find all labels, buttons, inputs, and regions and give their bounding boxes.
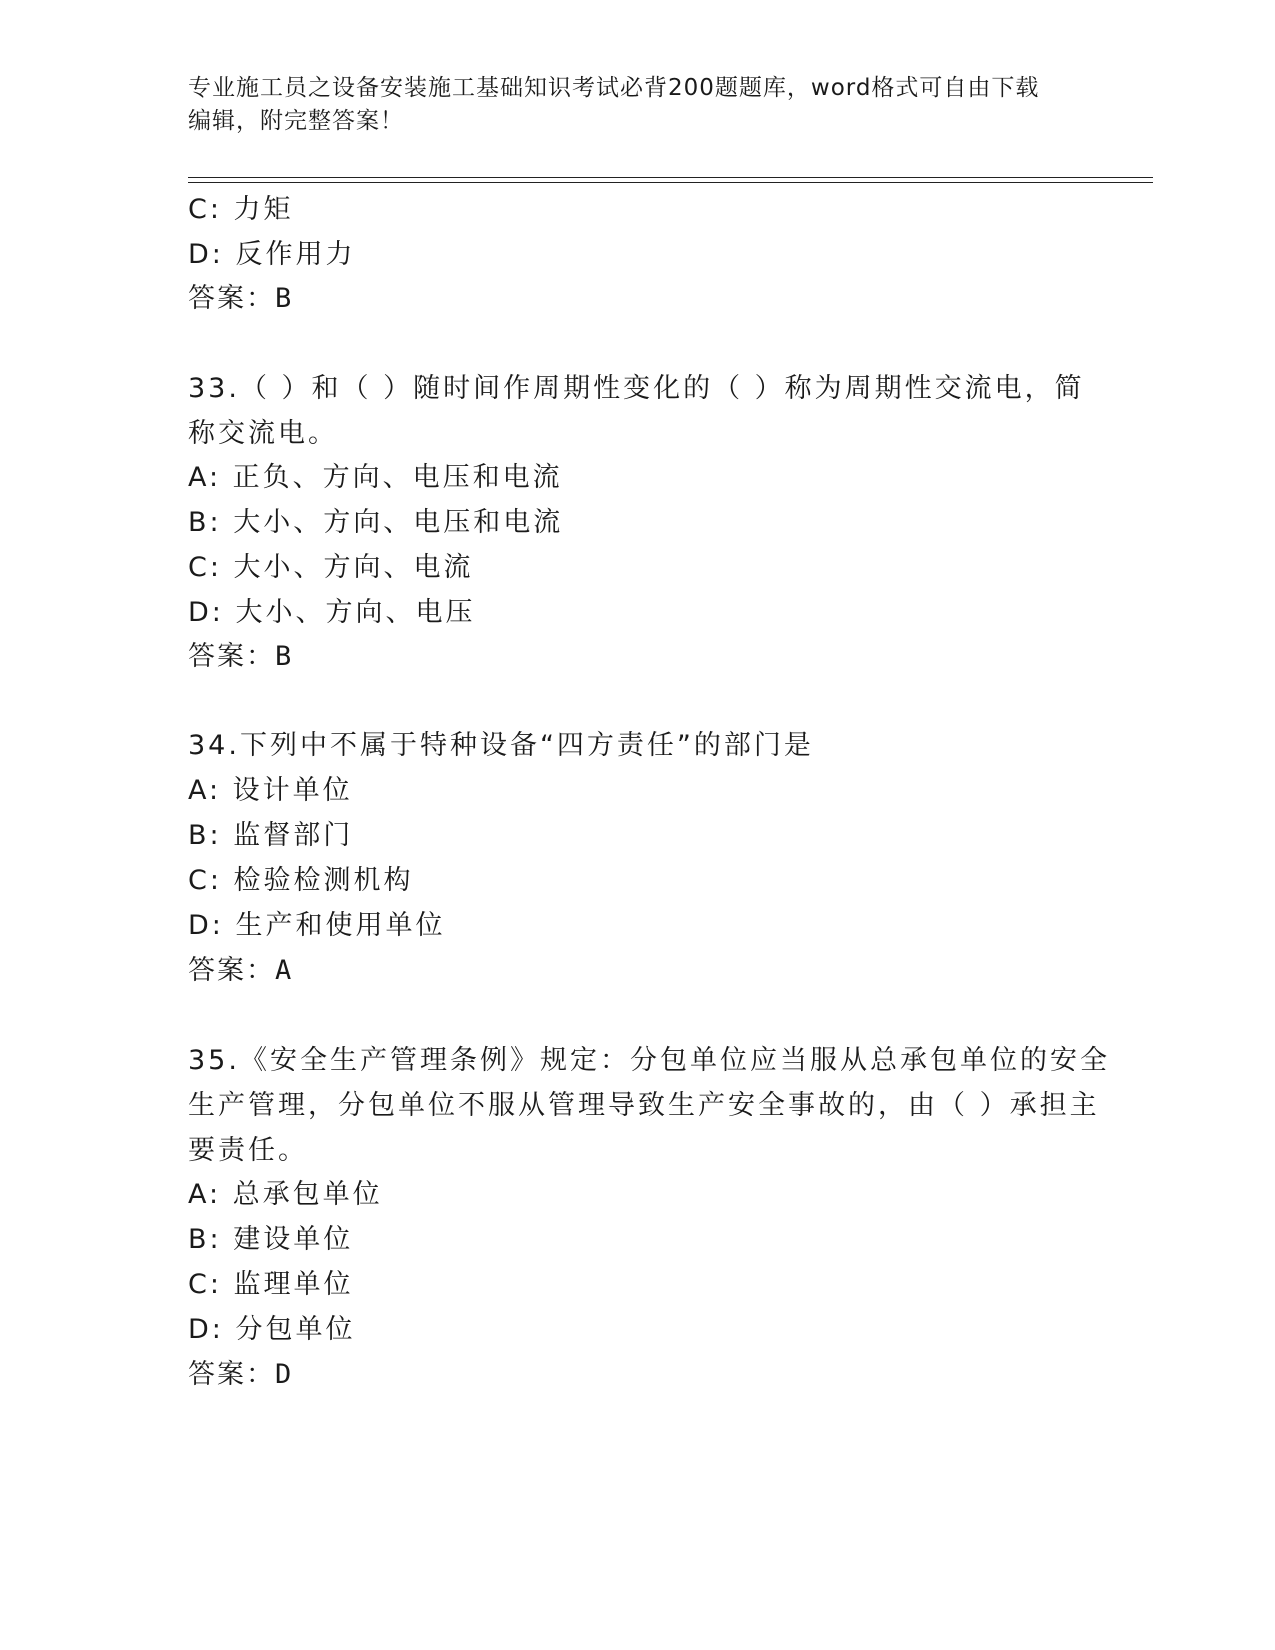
q35-stem-line2: 生产管理，分包单位不服从管理导致生产安全事故的，由（ ）承担主: [188, 1090, 1100, 1121]
document-header: [188, 72, 1068, 138]
header-title-line2: 编辑，附完整答案！: [188, 108, 404, 134]
answer-value: B: [275, 283, 294, 314]
q33-option-d: D: 大小、方向、电压: [188, 597, 476, 628]
q35-stem-line1: 35.《安全生产管理条例》规定：分包单位应当服从总承包单位的安全: [188, 1045, 1110, 1076]
header-title-line1: 专业施工员之设备安装施工基础知识考试必背200题题库，word格式可自由下载: [188, 75, 1040, 101]
answer-value: B: [275, 641, 294, 672]
q35-option-a: A: 总承包单位: [188, 1179, 383, 1210]
q33-stem-line1: 33.（ ）和（ ）随时间作周期性变化的（ ）称为周期性交流电，简: [188, 373, 1085, 404]
answer-label: 答案：: [188, 641, 275, 672]
header-divider-bottom: [188, 182, 1153, 183]
q35-option-b: B: 建设单位: [188, 1224, 354, 1255]
answer-label: 答案：: [188, 1359, 275, 1390]
answer-label: 答案：: [188, 283, 275, 314]
answer-label: 答案：: [188, 955, 275, 986]
answer-value: A: [275, 955, 294, 986]
q34-answer: [188, 953, 293, 989]
q35-stem-line3: 要责任。: [188, 1135, 308, 1166]
q33-option-a: A: 正负、方向、电压和电流: [188, 462, 563, 493]
q33-option-b: B: 大小、方向、电压和电流: [188, 507, 564, 538]
q35-option-c: C: 监理单位: [188, 1269, 354, 1300]
q32-option-d: D: 反作用力: [188, 239, 356, 270]
q33-answer: [188, 639, 293, 675]
q32-answer: [188, 281, 293, 317]
q34-option-b: B: 监督部门: [188, 820, 354, 851]
q35-option-d: D: 分包单位: [188, 1314, 356, 1345]
q35-answer: [188, 1357, 293, 1393]
q32-option-c: C: 力矩: [188, 194, 294, 225]
q34-option-c: C: 检验检测机构: [188, 865, 414, 896]
q34-option-d: D: 生产和使用单位: [188, 910, 446, 941]
header-divider-top: [188, 177, 1153, 178]
q33-option-c: C: 大小、方向、电流: [188, 552, 474, 583]
q33-stem-line2: 称交流电。: [188, 418, 338, 449]
q34-stem-line1: 34.下列中不属于特种设备“四方责任”的部门是: [188, 730, 814, 761]
answer-value: D: [275, 1359, 294, 1390]
q34-option-a: A: 设计单位: [188, 775, 353, 806]
